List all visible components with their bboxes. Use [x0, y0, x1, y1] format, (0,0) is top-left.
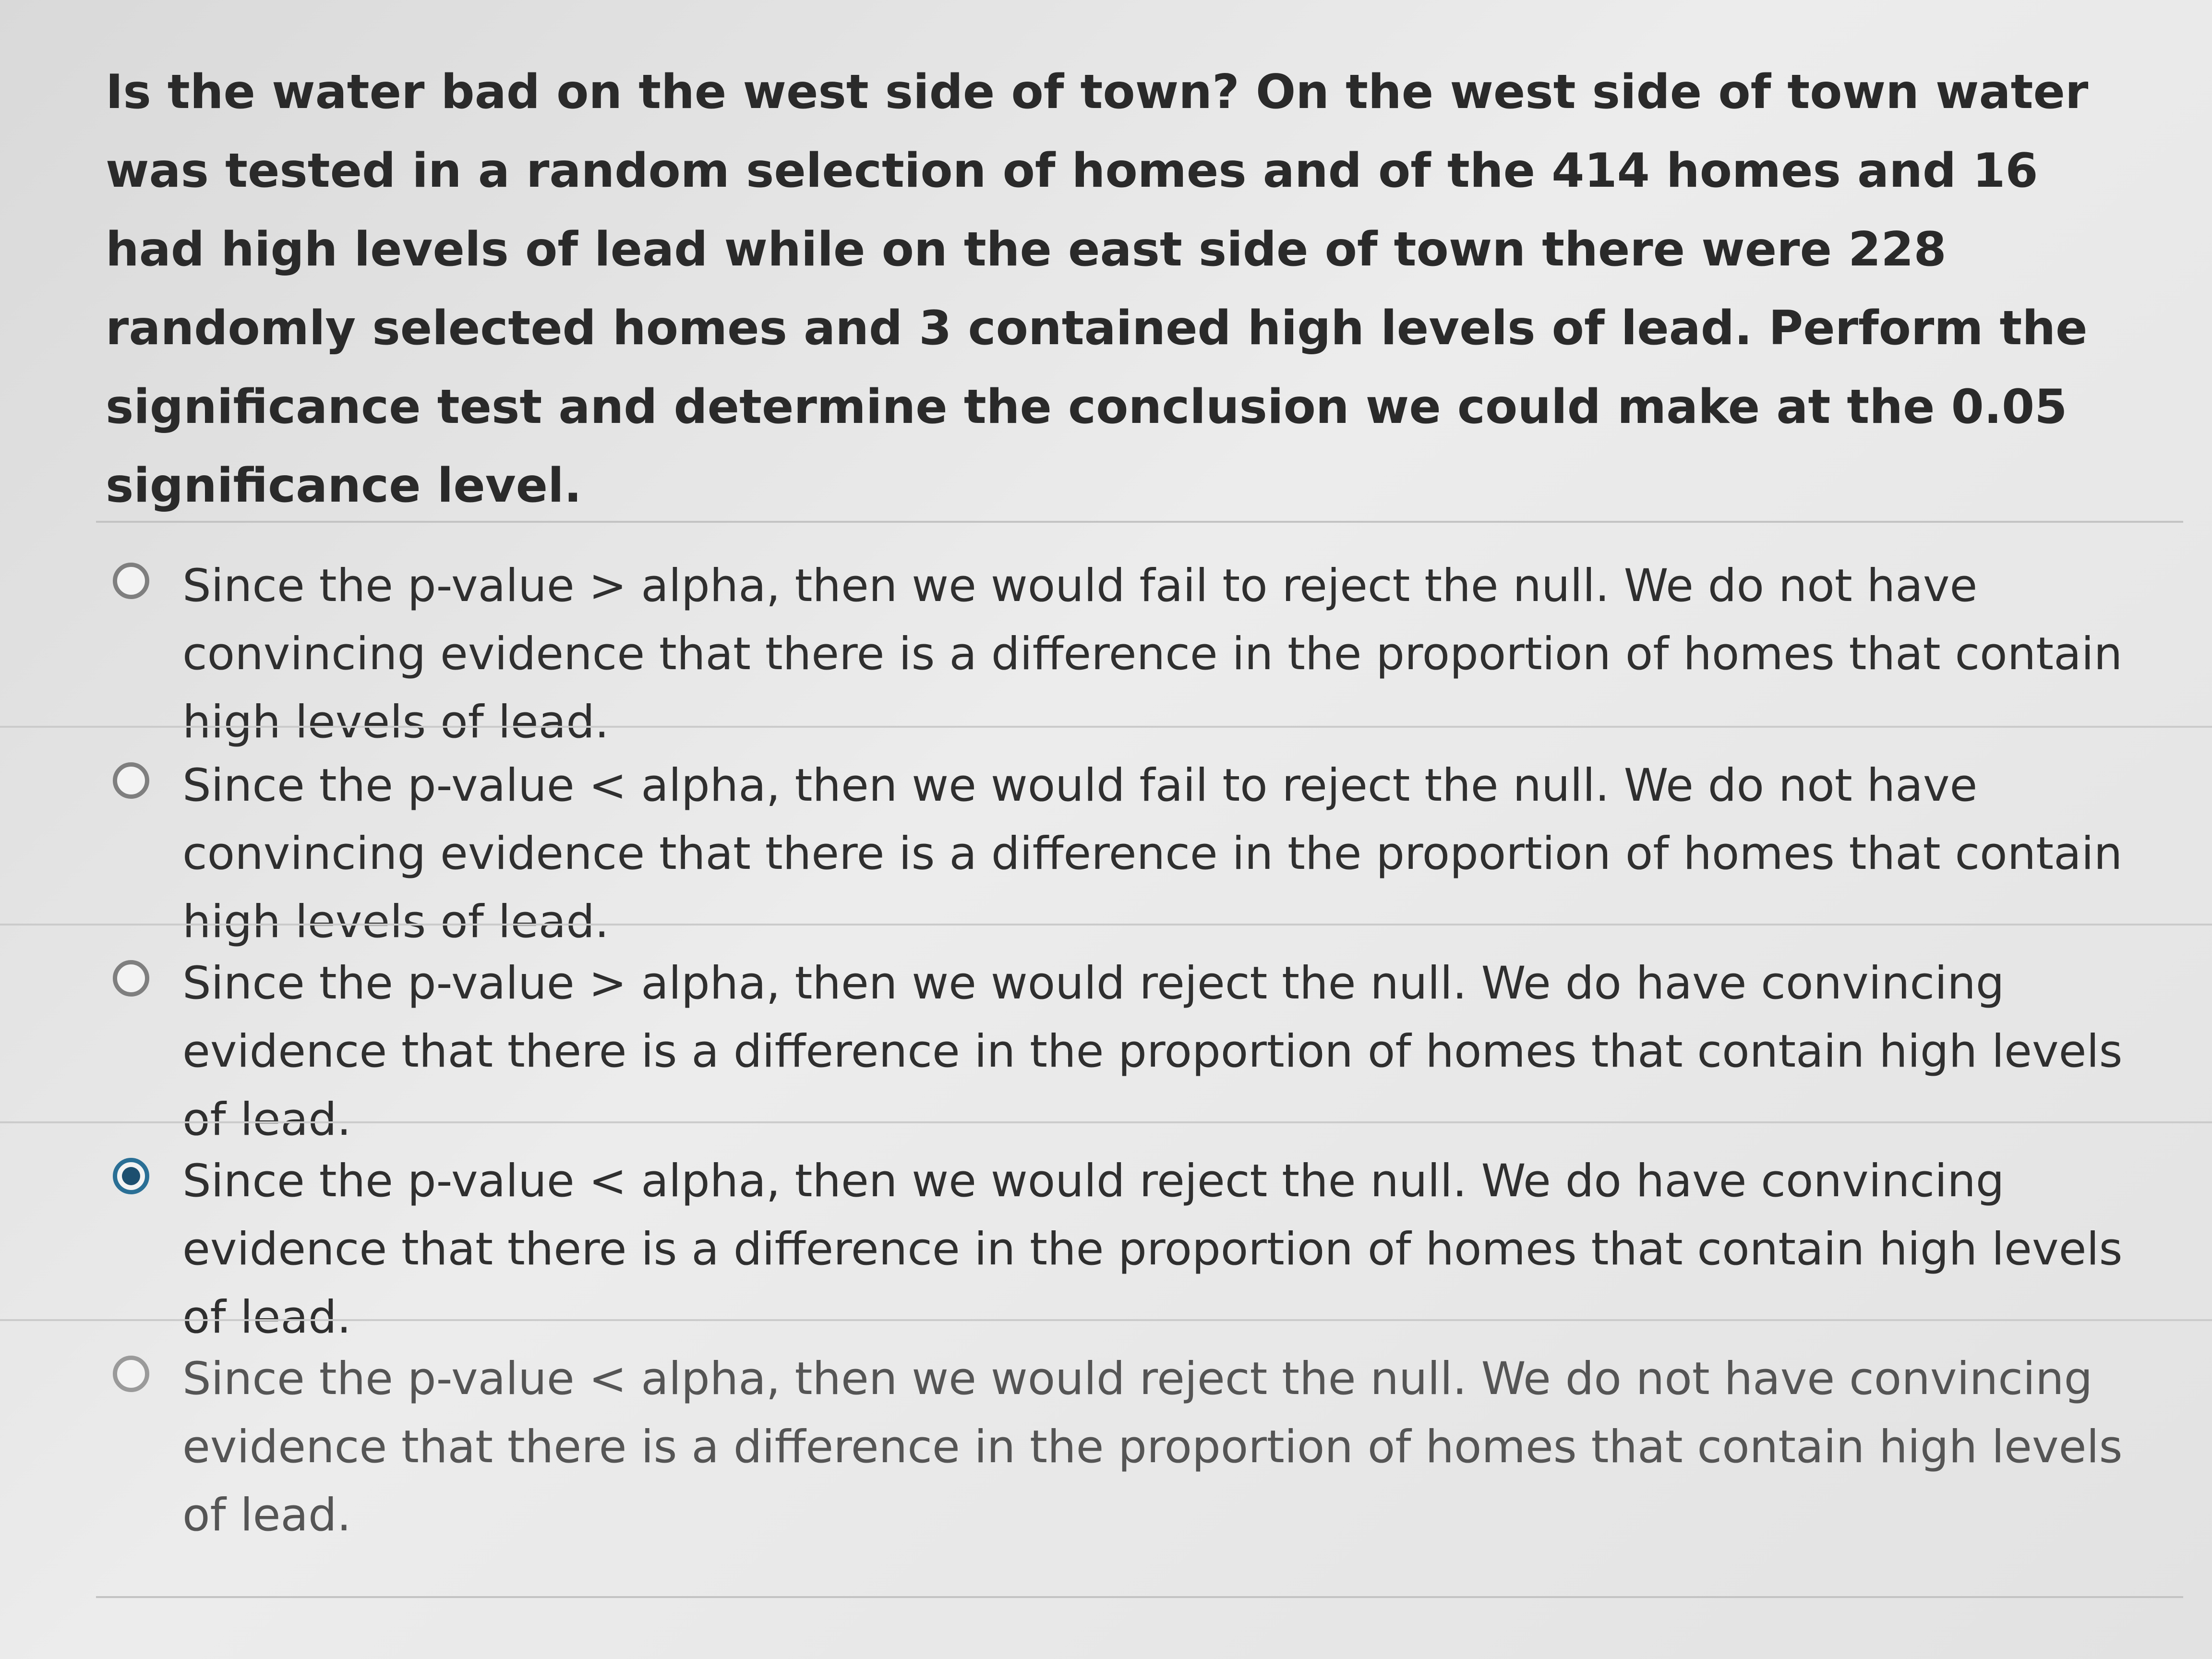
- radio-button-icon[interactable]: [113, 960, 149, 997]
- answer-option-label: Since the p-value < alpha, then we would reject the null. We do not have convincing evidence that there is a difference in the proportion of homes that contain high levels of lead.: [182, 1353, 2123, 1541]
- answer-option-1[interactable]: [0, 528, 2212, 748]
- answer-option-3[interactable]: [0, 924, 2212, 1146]
- question-divider: [96, 521, 2183, 523]
- answer-option-2[interactable]: [0, 726, 2212, 948]
- radio-button-icon[interactable]: [113, 762, 149, 799]
- answer-option-label: Since the p-value < alpha, then we would fail to reject the null. We do not have convincing evidence that there is a difference in the proportion of homes that contain high levels of lead.: [182, 759, 2123, 948]
- answer-option-label: Since the p-value > alpha, then we would fail to reject the null. We do not have convincing evidence that there is a difference in the proportion of homes that contain high levels of lead.: [182, 560, 2123, 748]
- question-text: Is the water bad on the west side of town? On the west side of town water was tested in a random selection of homes and of the 414 homes and 16 had high levels of lead while on the east side of town there were 228 randomly selected homes and 3 contained high levels of lead. Perform the significance test and determine the conclusion we could make at the 0.05 significance level.: [106, 65, 2089, 513]
- answer-option-label: Since the p-value < alpha, then we would reject the null. We do have convincing evidence that there is a difference in the proportion of homes that contain high levels of lead.: [182, 1155, 2123, 1344]
- radio-button-icon[interactable]: [113, 563, 149, 599]
- radio-button-icon[interactable]: [113, 1356, 149, 1392]
- answer-options: [0, 528, 2212, 1541]
- answer-option-4[interactable]: [0, 1121, 2212, 1344]
- bottom-divider: [96, 1596, 2183, 1598]
- answer-option-5[interactable]: [0, 1319, 2212, 1541]
- answer-option-label: Since the p-value > alpha, then we would reject the null. We do have convincing evidence that there is a difference in the proportion of homes that contain high levels of lead.: [182, 957, 2123, 1146]
- radio-button-selected-icon[interactable]: [113, 1158, 149, 1194]
